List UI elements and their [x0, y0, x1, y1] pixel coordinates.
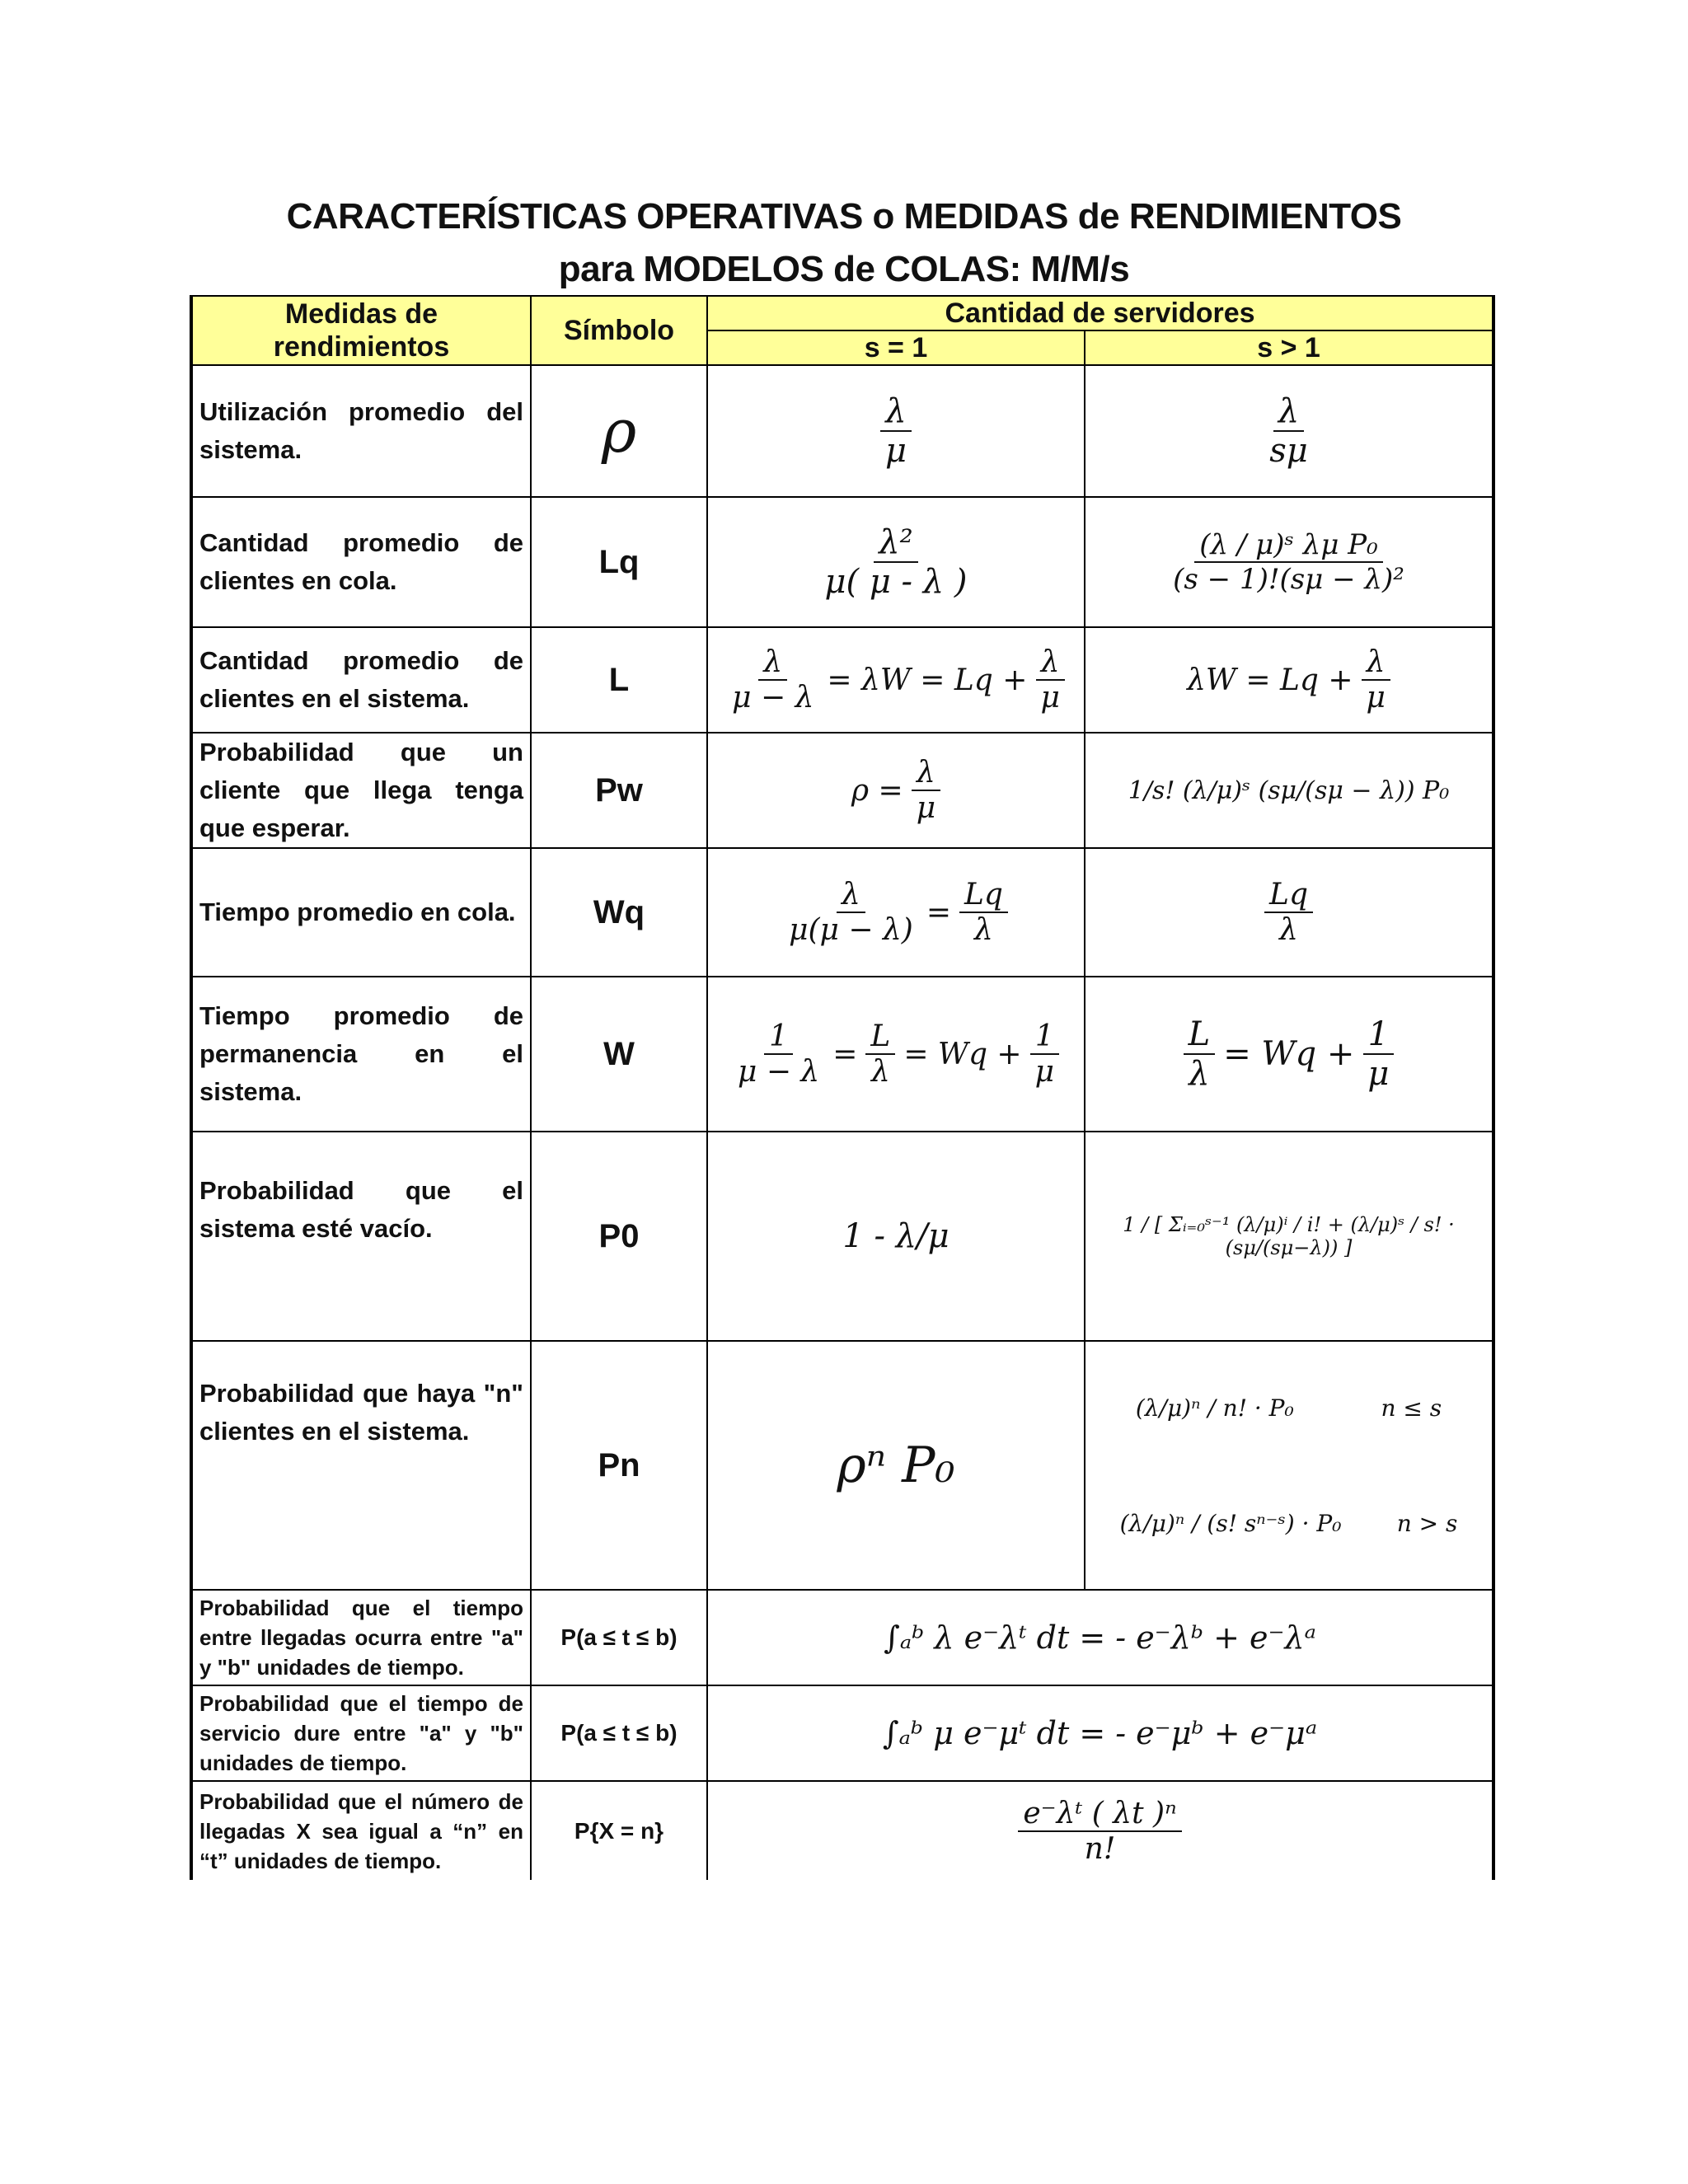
formula-wq-s1 [707, 848, 1085, 977]
formula-text: ρ = [851, 773, 903, 808]
symbol-pw: Pw [531, 733, 707, 848]
measure-w: Tiempo promedio de permanencia en el sistema. [191, 977, 531, 1132]
frac-den: λ [1279, 913, 1298, 947]
frac-num: λ [1036, 645, 1065, 681]
frac-num: λ² [874, 523, 917, 563]
table-row [191, 1685, 1493, 1781]
measure-wq: Tiempo promedio en cola. [191, 848, 531, 977]
frac-num: λ [837, 878, 865, 913]
measure-lq: Cantidad promedio de clientes en cola. [191, 497, 531, 627]
frac-num: λ [1273, 392, 1304, 432]
table-row [191, 1781, 1493, 1880]
measure-pn: Probabilidad que haya "n" clientes en el sistema. [191, 1341, 531, 1590]
table-row [191, 365, 1493, 497]
frac-num: e⁻λᵗ ( λt )ⁿ [1018, 1797, 1181, 1832]
formula-pn-cond-b: n > s [1396, 1509, 1458, 1537]
frac-den: μ [885, 432, 907, 470]
formula-text: = Wq + [903, 1037, 1022, 1071]
table-row [191, 977, 1493, 1132]
symbol-lq: Lq [531, 497, 707, 627]
frac-den: μ [1367, 1055, 1390, 1093]
measure-poisson: Probabilidad que el número de llegadas X sea igual a “n” en “t” unidades de tiempo. [191, 1781, 531, 1880]
frac-num: L [1184, 1015, 1216, 1055]
table-row [191, 497, 1493, 627]
formula-wq-s [1085, 848, 1493, 977]
measure-pw: Probabilidad que un cliente que llega tenga que esperar. [191, 733, 531, 848]
frac-den: λ [974, 913, 993, 947]
formula-lq-s [1085, 497, 1493, 627]
table-row [191, 1590, 1493, 1685]
measure-utilization: Utilización promedio del sistema. [191, 365, 531, 497]
formula-text: = λW = Lq + [827, 663, 1028, 697]
measure-p0: Probabilidad que el sistema esté vacío. [191, 1132, 531, 1341]
header-servers: Cantidad de servidores [707, 296, 1493, 330]
frac-den: μ [1366, 681, 1386, 715]
formula-pn-s [1085, 1341, 1493, 1590]
queue-measures-table [190, 295, 1495, 1880]
frac-den: μ [1040, 681, 1060, 715]
frac-num: λ [758, 645, 787, 681]
formula-text: = Wq + [1223, 1035, 1355, 1073]
frac-den: μ(μ − λ) [789, 913, 913, 947]
header-sgt1: s > 1 [1085, 330, 1493, 365]
symbol-rho: ρ [531, 365, 707, 497]
measure-interarrival: Probabilidad que el tiempo entre llegadas ocurra entre "a" y "b" unidades de tiempo. [191, 1590, 531, 1685]
symbol-pn: Pn [531, 1341, 707, 1590]
frac-num: Lq [1264, 878, 1313, 913]
formula-text: = [926, 895, 951, 930]
formula-rho-s [1085, 365, 1493, 497]
symbol-service: P(a ≤ t ≤ b) [531, 1685, 707, 1781]
header-measures: Medidas de rendimientos [191, 296, 531, 365]
symbol-wq: Wq [531, 848, 707, 977]
frac-den: μ [916, 791, 936, 825]
table-row [191, 1341, 1493, 1590]
symbol-l: L [531, 627, 707, 733]
frac-num: (λ / μ)ˢ λμ P₀ [1194, 528, 1382, 563]
symbol-interarrival: P(a ≤ t ≤ b) [531, 1590, 707, 1685]
frac-num: λ [880, 392, 911, 432]
frac-num: Lq [959, 878, 1008, 913]
measure-l: Cantidad promedio de clientes en el sistema. [191, 627, 531, 733]
formula-pn-case-b: (λ/μ)ⁿ / (s! sⁿ⁻ˢ) · P₀ [1119, 1509, 1342, 1537]
formula-p0-s1: 1 - λ/μ [707, 1132, 1085, 1341]
table-row [191, 627, 1493, 733]
formula-rho-s1 [707, 365, 1085, 497]
formula-lq-s1 [707, 497, 1085, 627]
frac-den: μ( μ - λ ) [824, 563, 968, 601]
formula-pn-cond-a: n ≤ s [1381, 1394, 1442, 1422]
table-row [191, 848, 1493, 977]
formula-text: λW = Lq + [1187, 663, 1353, 697]
formula-service: ∫ₐᵇ μ e⁻μᵗ dt = - e⁻μᵇ + e⁻μᵃ [707, 1685, 1493, 1781]
frac-num: 1 [1030, 1019, 1059, 1055]
symbol-w: W [531, 977, 707, 1132]
frac-den: μ − λ [732, 681, 814, 715]
formula-w-s1 [707, 977, 1085, 1132]
frac-num: L [865, 1019, 895, 1055]
frac-num: 1 [1363, 1015, 1394, 1055]
table-row [191, 1132, 1493, 1341]
header-s1: s = 1 [707, 330, 1085, 365]
formula-text: = [832, 1037, 858, 1071]
formula-pw-s: 1/s! (λ/μ)ˢ (sμ/(sμ − λ)) P₀ [1085, 733, 1493, 848]
formula-l-s [1085, 627, 1493, 733]
formula-pn-case-a: (λ/μ)ⁿ / n! · P₀ [1135, 1394, 1294, 1422]
frac-den: n! [1084, 1831, 1116, 1866]
frac-num: 1 [764, 1019, 793, 1055]
formula-pw-s1 [707, 733, 1085, 848]
frac-den: μ [1034, 1055, 1054, 1089]
page-subtitle: para MODELOS de COLAS: M/M/s [558, 249, 1130, 289]
frac-den: (s − 1)!(sμ − λ)² [1173, 563, 1404, 596]
formula-interarrival: ∫ₐᵇ λ e⁻λᵗ dt = - e⁻λᵇ + e⁻λᵃ [707, 1590, 1493, 1685]
measure-service: Probabilidad que el tiempo de servicio dure entre "a" y "b" unidades de tiempo. [191, 1685, 531, 1781]
frac-num: λ [912, 756, 940, 791]
frac-den: sμ [1269, 432, 1308, 470]
frac-den: μ − λ [737, 1055, 820, 1089]
formula-poisson [707, 1781, 1493, 1880]
frac-num: λ [1362, 645, 1390, 681]
frac-den: λ [1189, 1055, 1210, 1093]
formula-l-s1 [707, 627, 1085, 733]
table-row [191, 733, 1493, 848]
formula-w-s [1085, 977, 1493, 1132]
formula-pn-s1: ρⁿ P₀ [707, 1341, 1085, 1590]
symbol-poisson: P{X = n} [531, 1781, 707, 1880]
formula-p0-s: 1 / [ Σᵢ₌₀ˢ⁻¹ (λ/μ)ⁱ / i! + (λ/μ)ˢ / s! · (sμ/(sμ−λ)) ] [1085, 1132, 1493, 1341]
symbol-p0: P0 [531, 1132, 707, 1341]
header-symbol: Símbolo [531, 296, 707, 365]
page-title: CARACTERÍSTICAS OPERATIVAS o MEDIDAS de RENDIMIENTOS [286, 196, 1402, 237]
frac-den: λ [870, 1055, 890, 1089]
